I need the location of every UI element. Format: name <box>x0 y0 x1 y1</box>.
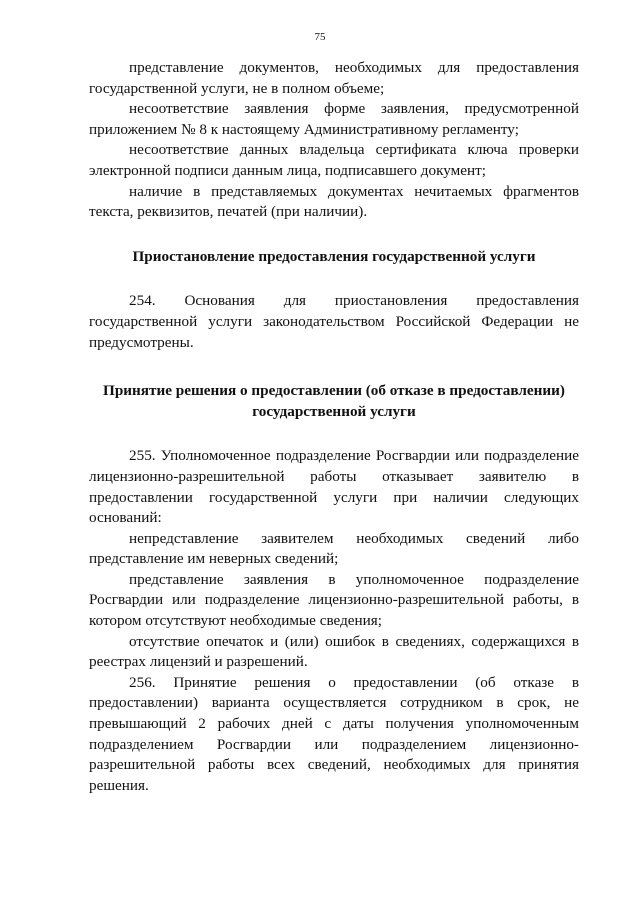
heading-suspension: Приостановление предоставления государственной услуги <box>132 247 536 265</box>
paragraph-unreadable-fragments: наличие в представляемых документах нечитаемых фрагментов текста, реквизитов, печатей (при наличии). <box>89 182 579 221</box>
paragraph-form-mismatch: несоответствие заявления форме заявления, предусмотренной приложением № 8 к настоящему Административному регламенту; <box>89 100 579 138</box>
page-number: 75 <box>314 31 326 43</box>
paragraph-254: 254. Основания для приостановления предоставления государственной услуги законодательством Российской Федерации не предусмотрены. <box>89 292 579 351</box>
paragraph-255-item-incomplete-application: представление заявления в уполномоченное подразделение Росгвардии или подразделение лицензионно-разрешительной работы, в котором отсутствуют необходимые сведения; <box>89 570 579 630</box>
paragraph-signature-mismatch: несоответствие данных владельца сертификата ключа проверки электронной подписи данным лица, подписавшего документ; <box>89 141 579 179</box>
page-content <box>89 58 579 796</box>
paragraph-255-item-missing-info: непредставление заявителем необходимых сведений либо представление им неверных сведений; <box>89 529 579 568</box>
paragraph-255-item-no-errors: отсутствие опечаток и (или) ошибок в сведениях, содержащихся в реестрах лицензий и разрешений. <box>89 632 579 671</box>
paragraph-256: 256. Принятие решения о предоставлении (об отказе в предоставлении) варианта осуществляется сотрудником в срок, не превышающий 2 рабочих дней с даты получения уполномоченным подразделением Росгвардии или подразделением лицензионно-разрешительной работы всех сведений, необходимых для принятия решения. <box>89 673 579 794</box>
paragraph-incomplete-documents: представление документов, необходимых для предоставления государственной услуги, не в полном объеме; <box>89 59 579 97</box>
paragraph-255: 255. Уполномоченное подразделение Росгвардии или подразделение лицензионно-разрешительной работы отказывает заявителю в предоставлении государственной услуги при наличии следующих оснований: <box>89 447 579 527</box>
heading-decision: Принятие решения о предоставлении (об отказе в предоставлении) государственной услуги <box>103 382 565 420</box>
